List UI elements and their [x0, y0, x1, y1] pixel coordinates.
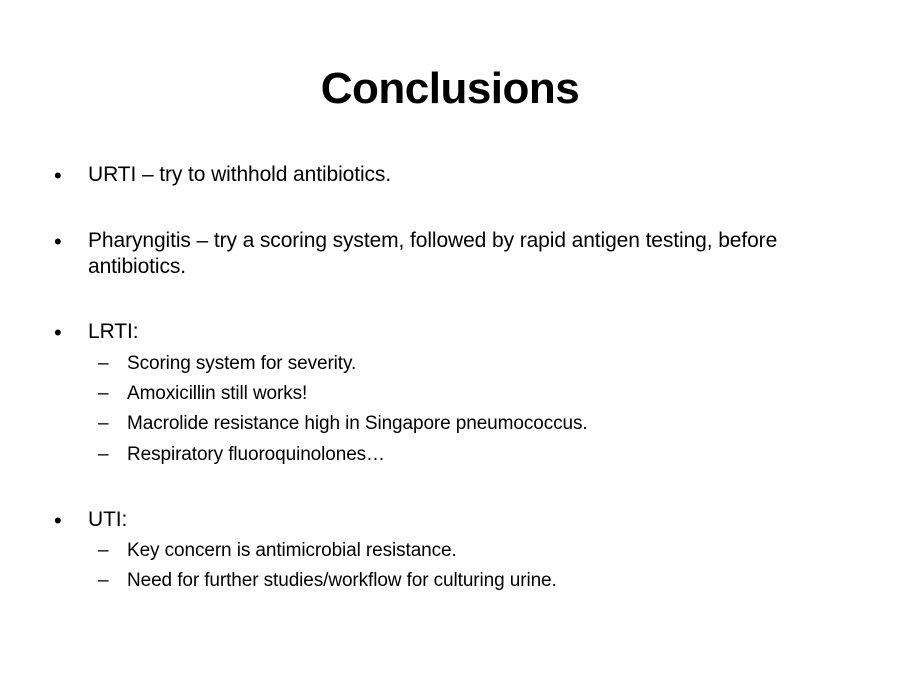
slide-title: Conclusions — [320, 64, 580, 113]
bullet-dot: • — [54, 163, 62, 188]
sub-item — [98, 567, 818, 595]
bullet-dot: • — [54, 508, 62, 533]
sub-item-text: Key concern is antimicrobial resistance. — [127, 540, 457, 561]
bullet-text: URTI – try to withhold antibiotics. — [88, 163, 392, 186]
sub-item-dash: – — [98, 570, 109, 591]
sub-item-dash: – — [98, 383, 109, 404]
sub-item-text: Amoxicillin still works! — [127, 383, 308, 404]
sub-item-dash: – — [98, 413, 109, 434]
sub-item-dash: – — [98, 444, 109, 465]
bullet-dot: • — [54, 229, 62, 254]
bullet-item-urti — [54, 162, 814, 189]
bullet-dot: • — [54, 320, 62, 345]
bullet-text: LRTI: — [88, 320, 139, 343]
bullet-item-uti — [54, 507, 814, 534]
bullet-text: UTI: — [88, 508, 128, 531]
sub-item-text: Respiratory fluoroquinolones… — [127, 444, 385, 465]
sub-item-text: Scoring system for severity. — [127, 353, 357, 374]
sub-item — [98, 537, 818, 565]
bullet-text: Pharyngitis – try a scoring system, followed by rapid antigen testing, before antibiotics. — [88, 229, 778, 278]
sub-item — [98, 380, 818, 408]
sub-item-dash: – — [98, 353, 109, 374]
sub-item-text: Macrolide resistance high in Singapore pneumococcus. — [127, 413, 588, 434]
sub-item — [98, 350, 818, 378]
sub-item — [98, 410, 818, 438]
sub-item — [98, 441, 818, 469]
bullet-item-lrti — [54, 319, 814, 346]
bullet-item-pharyngitis — [54, 228, 814, 282]
sub-item-dash: – — [98, 540, 109, 561]
sub-item-text: Need for further studies/workflow for culturing urine. — [127, 570, 557, 591]
